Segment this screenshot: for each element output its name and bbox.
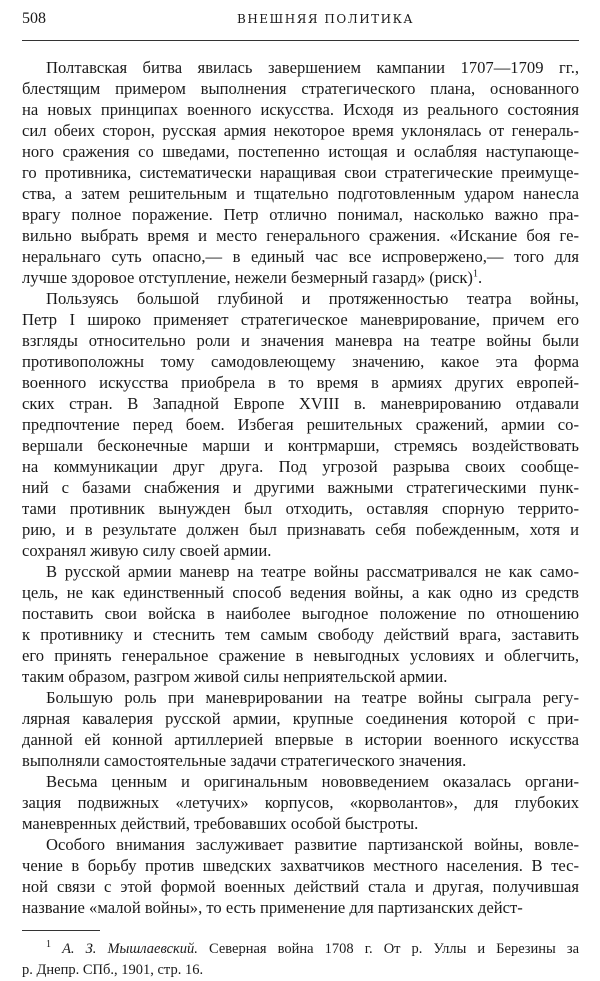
line-text: чение в борьбу против шведских захватчиков местного населения. В тес- <box>22 856 579 875</box>
text-line <box>22 183 579 204</box>
footnote-line: р. Днепр. СПб., 1901, стр. 16. <box>22 962 204 978</box>
text-line <box>22 435 579 456</box>
paragraph <box>22 687 579 771</box>
footnote-author: А. З. Мышлаевский. <box>62 941 198 957</box>
line-text: его принять генеральное сражение в невыгодных условиях и облегчить, <box>22 646 579 665</box>
line-text: зация подвижных «летучих» корпусов, «корволантов», для глубоких <box>22 793 579 812</box>
page-header <box>22 10 579 38</box>
paragraph <box>22 771 579 834</box>
text-line <box>22 78 579 99</box>
text-line <box>22 540 579 561</box>
line-text: ной связи с этой формой военных действий стала и другая, получившая <box>22 877 579 896</box>
text-line <box>22 351 579 372</box>
line-text: взгляды относительно роли и значения маневра на театре войны были <box>22 331 579 350</box>
text-line <box>22 120 579 141</box>
line-text: ских стран. В Западной Европе XVIII в. маневрированию отдавали <box>22 394 579 413</box>
line-text: вершали бесконечные марши и контрмарши, стремясь воздействовать <box>22 436 579 455</box>
line-text: го противника, систематически наращивая свои стратегические преимуще- <box>22 163 579 182</box>
page-number: 508 <box>22 10 46 27</box>
line-text: Петр I широко применяет стратегическое маневрирование, причем его <box>22 310 579 329</box>
text-line <box>22 204 579 225</box>
line-text: поставить свои войска в наиболее выгодное положение по отношению <box>22 604 579 623</box>
line-text: вильно выбрать время и место генерального сражения. «Искание боя ге- <box>22 226 579 245</box>
running-title: ВНЕШНЯЯ ПОЛИТИКА <box>237 12 415 26</box>
line-text: Большую роль при маневрировании на театре войны сыграла регу- <box>46 688 579 707</box>
text-line <box>22 141 579 162</box>
footnote-text: Северная война 1708 г. От р. Уллы и Березины за <box>209 941 580 957</box>
text-line <box>22 309 579 330</box>
text-line <box>22 561 579 582</box>
line-text: данной ей конной артиллерией впервые в истории военного искусства <box>22 730 579 749</box>
text-line <box>22 813 579 834</box>
text-line <box>22 645 579 666</box>
text-line <box>22 225 579 246</box>
text-line <box>22 582 579 603</box>
line-text: предпочтение перед боем. Избегая решительных сражений, армии со- <box>22 415 579 434</box>
header-rule <box>22 40 579 41</box>
line-text: цель, не как единственный способ ведения войны, а как одно из средств <box>22 583 579 602</box>
line-text: маневренных действий, требовавших особой быстроты. <box>22 814 419 833</box>
line-text: неральнаго суть опасно,— в единый час все испровержено,— того для <box>22 247 579 266</box>
text-line <box>22 687 579 708</box>
text-line <box>22 414 579 435</box>
text-line <box>22 834 579 855</box>
text-line: лучше здоровое отступление, нежели безмерный газард» (риск)$^1$. <box>22 268 483 287</box>
text-line <box>22 897 579 918</box>
text-line <box>22 246 579 267</box>
text-line <box>22 393 579 414</box>
line-text: Особого внимания заслуживает развитие партизанской войны, вовле- <box>46 835 579 854</box>
footnote <box>22 939 579 981</box>
line-text: на новых принципах военного искусства. Исходя из реального состояния <box>22 100 579 119</box>
line-text: ний с базами снабжения и другими важными стратегическими пунк- <box>22 478 579 497</box>
line-text: В русской армии маневр на театре войны рассматривался не как само- <box>46 562 579 581</box>
text-line <box>22 288 579 309</box>
line-text: лярная кавалерия русской армии, крупные соединения которой с при- <box>22 709 579 728</box>
line-text: к противнику и стеснить тем самым свободу действий врага, заставить <box>22 625 579 644</box>
text-line <box>22 750 579 771</box>
line-text: сохранял живую силу своей армии. <box>22 541 272 560</box>
line-text: на коммуникации друг друга. Под угрозой разрыва своих сообще- <box>22 457 579 476</box>
line-text: ного сражения со шведами, постепенно истощая и ослабляя наступающе- <box>22 142 579 161</box>
line-text: название «малой войны», то есть применение для партизанских дейст- <box>22 898 523 917</box>
paragraph <box>22 288 579 561</box>
line-text: блестящим примером выполнения стратегического плана, основанного <box>22 79 579 98</box>
text-line <box>22 162 579 183</box>
text-line <box>22 876 579 897</box>
line-text: таким образом, разгром живой силы неприятельской армии. <box>22 667 448 686</box>
text-line <box>22 855 579 876</box>
text-line <box>22 477 579 498</box>
line-text: лучше здоровое отступление, нежели безмерный газард» (риск) <box>22 268 473 287</box>
text-line <box>22 99 579 120</box>
text-line <box>22 603 579 624</box>
text-line <box>22 708 579 729</box>
paragraph <box>22 561 579 687</box>
body-text <box>22 57 579 918</box>
text-line <box>22 498 579 519</box>
line-text: рию, и в результате должен был признавать себя побежденным, хотя и <box>22 520 579 539</box>
footnote-rule <box>22 930 100 931</box>
line-text: Весьма ценным и оригинальным нововведением оказалась органи- <box>46 772 579 791</box>
line-text: противоположны тому самодовлеющему значению, какое эта форма <box>22 352 579 371</box>
text-line <box>22 519 579 540</box>
line-text: выполняли самостоятельные задачи стратегического значения. <box>22 751 467 770</box>
text-line <box>22 372 579 393</box>
footnote-marker: 1 <box>46 939 51 951</box>
line-text: Пользуясь большой глубиной и протяженностью театра войны, <box>46 289 579 308</box>
line-text: сил обеих сторон, русская армия некоторое время уклонялась от генераль- <box>22 121 579 140</box>
text-line <box>22 624 579 645</box>
line-text: врагу полное поражение. Петр отлично понимал, насколько важно пра- <box>22 205 579 224</box>
line-text: военного искусства приобрела в то время в армиях других европей- <box>22 373 579 392</box>
text-line <box>22 666 579 687</box>
paragraph <box>22 57 579 288</box>
footnote-reference: 1 <box>472 268 478 280</box>
footnote-line <box>22 939 579 960</box>
text-line <box>22 330 579 351</box>
text-line <box>22 792 579 813</box>
text-line <box>22 771 579 792</box>
text-line <box>22 729 579 750</box>
text-line <box>22 456 579 477</box>
line-text: Полтавская битва явилась завершением кампании 1707—1709 гг., <box>46 58 579 77</box>
text-line <box>22 57 579 78</box>
paragraph <box>22 834 579 918</box>
line-text: тами противник вынужден был отходить, оставляя спорную террито- <box>22 499 579 518</box>
line-text: ства, а затем решительным и тщательно подготовленным ударом нанесла <box>22 184 579 203</box>
